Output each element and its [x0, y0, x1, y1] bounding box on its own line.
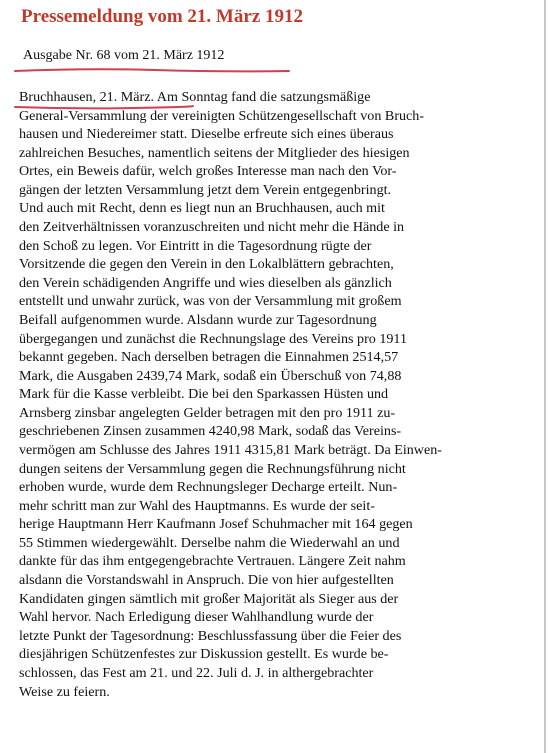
article-line: General-Versammlung der vereinigten Schützengesellschaft von Bruch- — [19, 107, 425, 124]
article-line: übergegangen und zunächst die Rechnungslage des Vereins pro 1911 — [19, 330, 407, 347]
article-line: den Verein schädigenden Angriffe und wies dieselben als gänzlich — [19, 274, 392, 291]
article-line: gängen der letzten Versammlung jetzt dem Verein entgegenbringt. — [19, 181, 392, 198]
article-line: Mark für die Kasse verbleibt. Die bei den Sparkassen Hüsten und — [19, 386, 389, 403]
dateline-underline — [13, 104, 195, 113]
article-line: Vorsitzende die gegen den Verein in den Lokalblättern gebrachten, — [19, 256, 394, 273]
article-line: letzte Punkt der Tagesordnung: Beschlussfassung über die Feier des — [19, 627, 402, 644]
article-line: erhoben wurde, wurde dem Rechnungsleger Decharge erteilt. Nun- — [19, 479, 398, 496]
article-line: Beifall aufgenommen wurde. Alsdann wurde zur Tagesordnung — [19, 311, 377, 328]
article-line: dankte für das ihm entgegengebrachte Vertrauen. Längere Zeit nahm — [19, 553, 406, 570]
article-line: vermögen am Schlusse des Jahres 1911 4315,81 Mark beträgt. Da Einwen- — [19, 441, 442, 458]
article-line-text: Am Sonntag fand die satzungsmäßige — [154, 89, 371, 105]
article-line: den Zeitverhältnissen voranzuschreiten und nicht mehr die Hände in — [19, 219, 405, 236]
article-line: Wahl hervor. Nach Erledigung dieser Wahlhandlung wurde der — [19, 609, 374, 626]
article-line: alsdann die Vorstandswahl in Anspruch. Die von hier aufgestellten — [19, 572, 394, 589]
article-line: Arnsberg zinsbar angelegten Gelder betragen mit den pro 1911 zu- — [19, 404, 396, 421]
article-line: zahlreichen Besuches, namentlich seitens der Mitglieder des hiesigen — [19, 144, 410, 161]
article-line: mehr schritt man zur Wahl des Hauptmanns. Es wurde der seit- — [19, 497, 375, 514]
article-line: Kandidaten gingen sämtlich mit großer Majorität als Sieger aus der — [19, 590, 399, 607]
article-line: 55 Stimmen wiedergewählt. Derselbe nahm die Wiederwahl an und — [19, 534, 400, 551]
article-line: bekannt gegeben. Nach derselben betragen die Einnahmen 2514,57 — [19, 349, 399, 366]
article-line: hausen und Niedereimer statt. Dieselbe erfreute sich eines überaus — [19, 126, 394, 143]
article-line: geschriebenen Zinsen zusammen 4240,98 Mark, sodaß das Vereins- — [19, 423, 402, 440]
page-edge-divider — [544, 0, 546, 753]
article-body — [19, 88, 529, 701]
article-line: den Schoß zu legen. Vor Eintritt in die Tagesordnung rügte der — [19, 237, 372, 254]
issue-underline — [14, 67, 290, 75]
page-title: Pressemeldung vom 21. März 1912 — [21, 6, 303, 27]
dateline — [19, 88, 154, 107]
article-line: entstellt und unwahr zurück, was von der Versammlung mit großem — [19, 293, 402, 310]
issue-line: Ausgabe Nr. 68 vom 21. März 1912 — [23, 48, 225, 63]
article-line: Und auch mit Recht, denn es liegt nun an Bruchhausen, auch mit — [19, 200, 385, 217]
article-line: Ortes, ein Beweis dafür, welch großes Interesse man nach den Vor- — [19, 163, 397, 180]
dateline-text: Bruchhausen, 21. März. — [19, 89, 155, 105]
article-line — [19, 88, 529, 107]
article-line: herige Hauptmann Herr Kaufmann Josef Schuhmacher mit 164 gegen — [19, 516, 413, 533]
article-line: dungen seitens der Versammlung gegen die Rechnungsführung nicht — [19, 460, 406, 477]
article-line: diesjährigen Schützenfestes zur Diskussion gestellt. Es wurde be- — [19, 646, 389, 663]
article-line: schlossen, das Fest am 21. und 22. Juli d. J. in althergebrachter — [19, 664, 374, 681]
article-line: Weise zu feiern. — [19, 683, 110, 700]
article-line: Mark, die Ausgaben 2439,74 Mark, sodaß ein Überschuß von 74,88 — [19, 367, 402, 384]
